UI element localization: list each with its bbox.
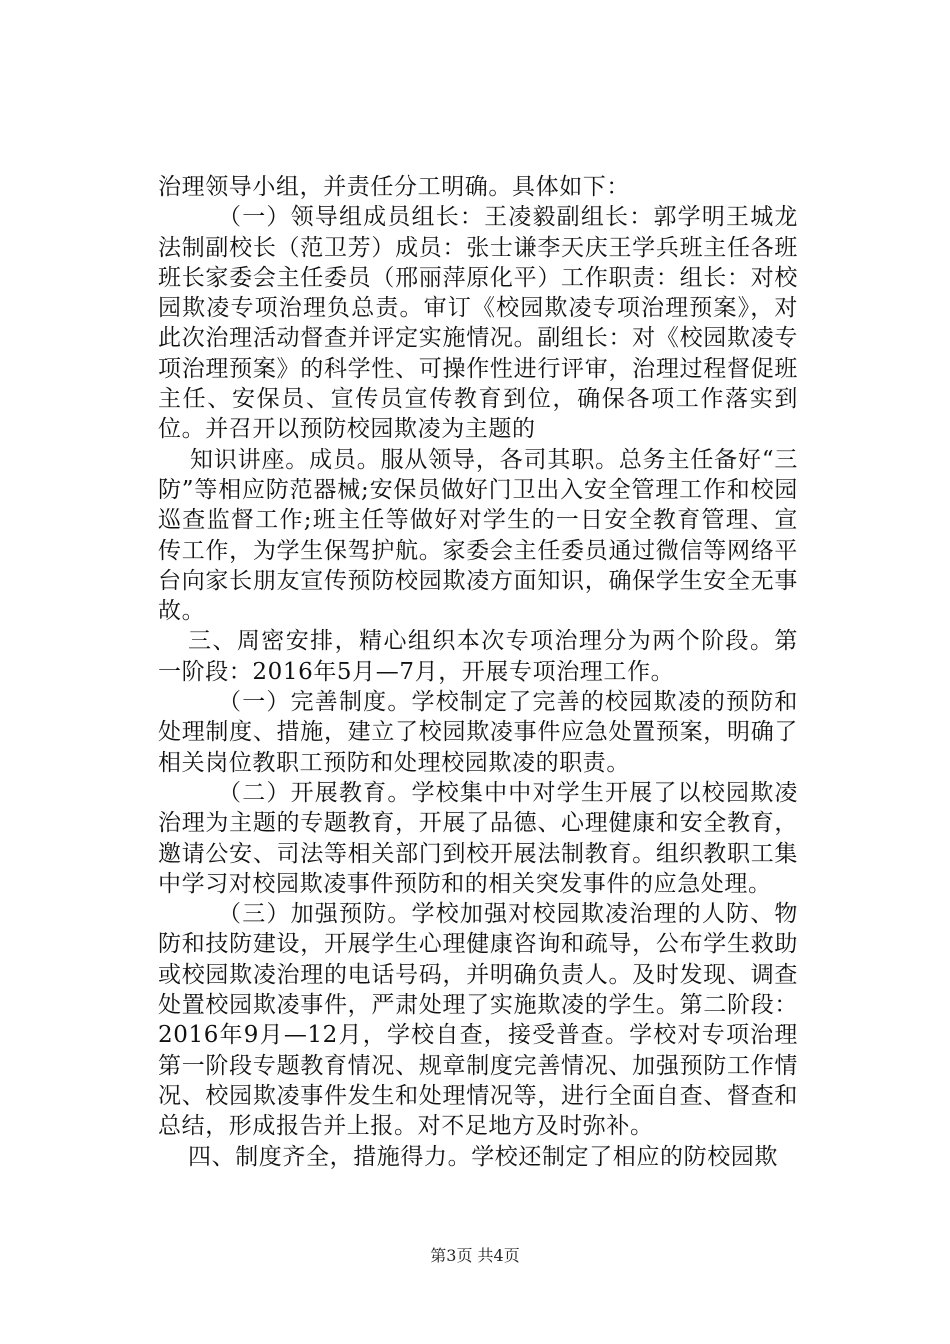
paragraph: 知识讲座。成员。服从领导，各司其职。总务主任备好“三防”等相应防范器械;安保员做好门卫出入安全管理工作和校园巡查监督工作;班主任等做好对学生的一日安全教育管理、宣传工作，为学生保驾护航。家委会主任委员通过微信等网络平台向家长朋友宣传预防校园欺凌方面知识，确保学生安全无事故。 bbox=[158, 446, 798, 625]
paragraph: （三）加强预防。学校加强对校园欺凌治理的人防、物防和技防建设，开展学生心理健康咨询和疏导，公布学生救助或校园欺凌治理的电话号码，并明确负责人。及时发现、调查处置校园欺凌事件，严肃处理了实施欺凌的学生。第二阶段：2016年9月—12月，学校自查，接受普查。学校对专项治理第一阶段专题教育情况、规章制度完善情况、加强预防工作情况、校园欺凌事件发生和处理情况等，进行全面自查、督查和总结，形成报告并上报。对不足地方及时弥补。 bbox=[158, 901, 798, 1140]
paragraph: （二）开展教育。学校集中中对学生开展了以校园欺凌治理为主题的专题教育，开展了品德、心理健康和安全教育，邀请公安、司法等相关部门到校开展法制教育。组织教职工集中学习对校园欺凌事件预防和的相关突发事件的应急处理。 bbox=[158, 779, 798, 897]
paragraph: 四、制度齐全，措施得力。学校还制定了相应的防校园欺 bbox=[188, 1143, 778, 1170]
paragraph: （一）完善制度。学校制定了完善的校园欺凌的预防和处理制度、措施，建立了校园欺凌事件应急处置预案，明确了相关岗位教职工预防和处理校园欺凌的职责。 bbox=[158, 689, 798, 776]
document-body bbox=[158, 172, 798, 1172]
page-footer bbox=[0, 1246, 950, 1266]
paragraph: 三、周密安排，精心组织本次专项治理分为两个阶段。第一阶段：2016年5月—7月，开展专项治理工作。 bbox=[158, 628, 798, 685]
paragraph: 治理领导小组，并责任分工明确。具体如下： bbox=[158, 174, 630, 200]
paragraph: （一）领导组成员组长：王凌毅副组长：郭学明王城龙法制副校长（范卫芳）成员：张士谦李天庆王学兵班主任各班班长家委会主任委员（邢丽萍原化平）工作职责：组长：对校园欺凌专项治理负总责。审订《校园欺凌专项治理预案》，对此次治理活动督查并评定实施情况。副组长：对《校园欺凌专项治理预案》的科学性、可操作性进行评审，治理过程督促班主任、安保员、宣传员宣传教育到位，确保各项工作落实到位。并召开以预防校园欺凌为主题的 bbox=[158, 204, 798, 443]
page-number-label: 第3页 共4页 bbox=[430, 1246, 520, 1265]
